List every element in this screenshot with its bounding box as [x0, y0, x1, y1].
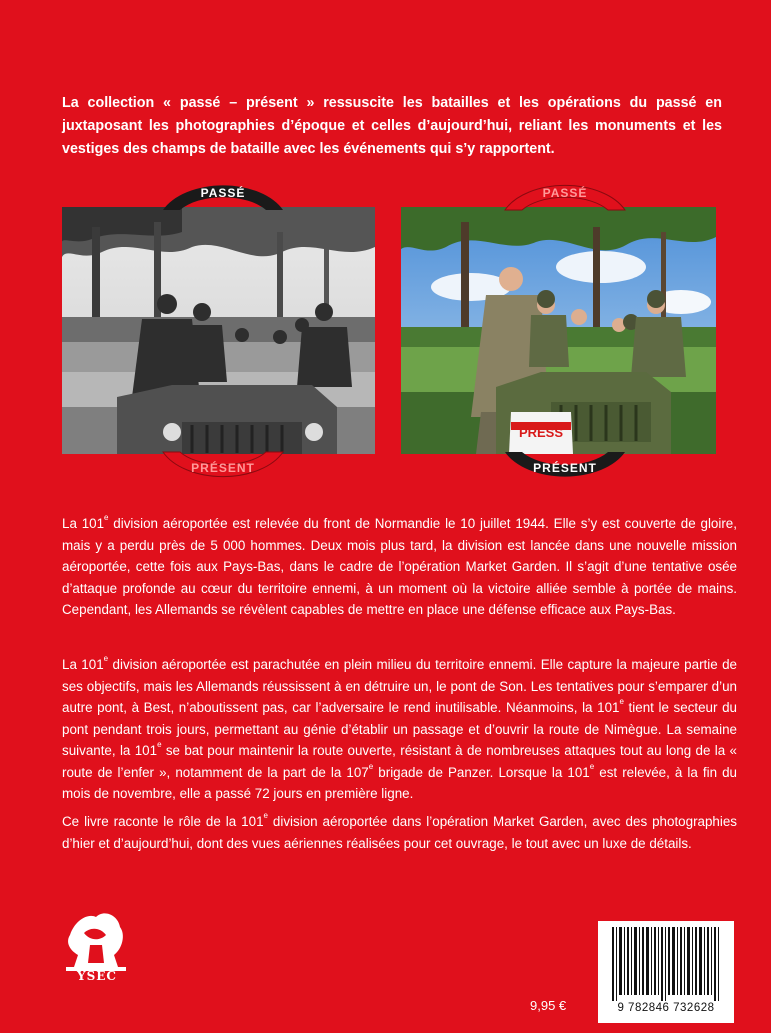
superscript: e: [103, 654, 109, 663]
paragraph-3-text: division aéroportée dans l’opération Market Garden, avec des photographies d’hier et d’aujourd’hui, dont des vues aériennes réalisées pour cet ouvrage, le tout avec un luxe de détails.: [62, 814, 737, 851]
photo-present: [401, 207, 716, 454]
barcode-bars: [598, 921, 734, 1001]
paragraph-2-text: est relevée, à la fin du mois de novembre, elle a passé 72 jours en première ligne.: [62, 764, 738, 801]
paragraph-3: [62, 811, 737, 854]
superscript: e: [104, 513, 109, 522]
barcode: [598, 921, 734, 1023]
paragraph-3-text: Ce livre raconte le rôle de la 101: [62, 814, 264, 829]
paragraph-2-text: division aéroportée est parachutée en plein milieu du territoire ennemi. Elle capture la majeure partie de ses objectifs, mais les Allemands réussissent à en détruire un, le pont de Son. Les tentatives pour s’emparer d’un autre pont, à Best, n’aboutissent pas, car l’adversaire le rend inutilisable. Néanmoins, la 101: [62, 657, 737, 715]
badge-present-right: [500, 448, 630, 488]
paragraph-2-text: La 101: [62, 657, 104, 672]
badge-present-left-label: PRÉSENT: [191, 461, 255, 475]
barcode-number: 9 782846 732628: [617, 1002, 715, 1014]
badge-present-right-label: PRÉSENT: [533, 461, 597, 475]
paragraph-2: [62, 654, 737, 805]
superscript: e: [263, 811, 268, 820]
photo-past-image: [62, 207, 375, 454]
badge-present-left: [158, 448, 288, 488]
paragraph-1-text: La 101: [62, 516, 105, 531]
publisher-name: YSEC: [77, 969, 117, 983]
intro-text: La collection « passé – présent » ressuscite les batailles et les opérations du passé en juxtaposant les photographies d’époque et celles d’aujourd’hui, reliant les monuments et les vestiges des champs de bataille avec les événements qui s’y rapportent.: [62, 95, 722, 157]
superscript: e: [157, 740, 162, 749]
press-sign: PRESS: [518, 425, 564, 440]
price: 9,95 €: [530, 998, 567, 1013]
superscript: e: [619, 697, 624, 706]
paragraph-2-text: se bat pour maintenir la route ouverte, résistant à de nombreuses attaques tout au long de la « route de l’enfer », notamment de la part de la 107: [62, 743, 737, 780]
paragraph-2-text: tient le secteur du pont pendant trois jours, permettant au génie d’établir un passage et d’ouvrir la route de Nimègue. La semaine suivante, la 101: [62, 700, 737, 758]
badge-past-right: [500, 174, 630, 214]
photo-past: [62, 207, 375, 454]
badge-past-right-label: PASSÉ: [542, 186, 588, 200]
paragraph-2-text: brigade de Panzer. Lorsque la 101: [373, 764, 590, 780]
photo-present-image: [401, 207, 716, 454]
badge-past-left-label: PASSÉ: [200, 186, 246, 200]
paragraph-1: [62, 513, 737, 621]
badge-past-left: [158, 174, 288, 214]
paragraph-1-text: division aéroportée est relevée du front de Normandie le 10 juillet 1944. Elle s’y est couverte de gloire, mais y a perdu près de 5 000 hommes. Deux mois plus tard, la division est lancée dans une nouvelle mission aéroportée, cette fois aux Pays-Bas, dans le cadre de l’opération Market Garden. Il s’agit d’une tentative osée d’attaque profonde au cœur du territoire ennemi, à un moment où la victoire alliée semble à portée de mains. Cependant, les Allemands se révèlent capables de mettre en place une défense efficace aux Pays-Bas.: [62, 516, 737, 617]
superscript: e: [589, 761, 595, 771]
superscript: e: [368, 761, 374, 771]
